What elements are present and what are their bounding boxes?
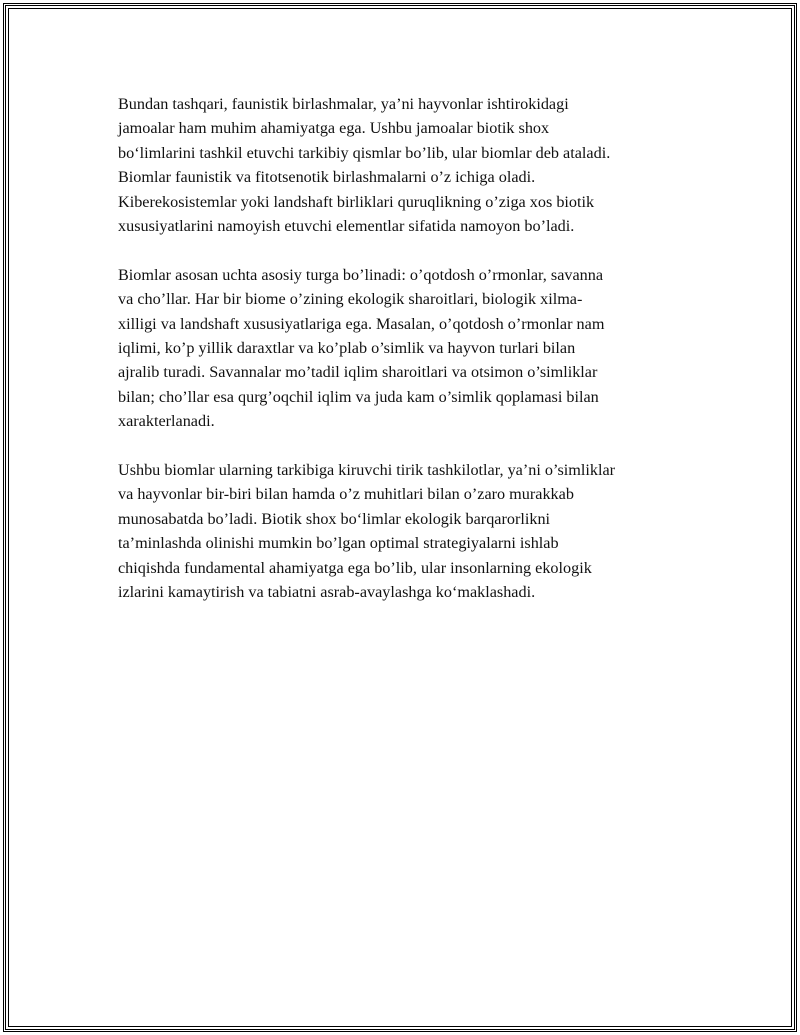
paragraph-2: Biomlar asosan uchta asosiy turga bo’linadi: o’qotdosh o’rmonlar, savanna va cho’llar. Har bir biome o’zining ekologik sharoitlari, biologik xilma- xilligi va landshaft xususiyatlariga ega. Masalan, o’qotdosh o’rmonlar nam iqlimi, ko’p yillik daraxtlar va ko’plab o’simlik va hayvon turlari bilan ajralib turadi. Savannalar mo’tadil iqlim sharoitlari va otsimon o’simliklar bilan; cho’llar esa qurg’oqchil iqlim va juda kam o’simlik qoplamasi bilan xarakterlanadi. [118,265,605,431]
document-body [118,92,688,629]
paragraph-1: Bundan tashqari, faunistik birlashmalar, ya’ni hayvonlar ishtirokidagi jamoalar ham muhim ahamiyatga ega. Ushbu jamoalar biotik shox bo‘limlarini tashkil etuvchi tarkibiy qismlar bo’lib, ular biomlar deb ataladi. Biomlar faunistik va fitotsenotik birlashmalarni o’z ichiga oladi. Kiberekosistemlar yoki landshaft birliklari quruqlikning o’ziga xos biotik xususiyatlarini namoyish etuvchi elementlar sifatida namoyon bo’ladi. [118,95,611,236]
paragraph-3: Ushbu biomlar ularning tarkibiga kiruvchi tirik tashkilotlar, ya’ni o’simliklar va hayvonlar bir-biri bilan hamda o’z muhitlari bilan o’zaro murakkab munosabatda bo’ladi. Biotik shox bo‘limlar ekologik barqarorlikni ta’minlashda olinishi mumkin bo’lgan optimal strategiyalarni ishlab chiqishda fundamental ahamiyatga ega bo’lib, ular insonlarning ekologik izlarini kamaytirish va tabiatni asrab-avaylashga ko‘maklashadi. [118,461,616,602]
